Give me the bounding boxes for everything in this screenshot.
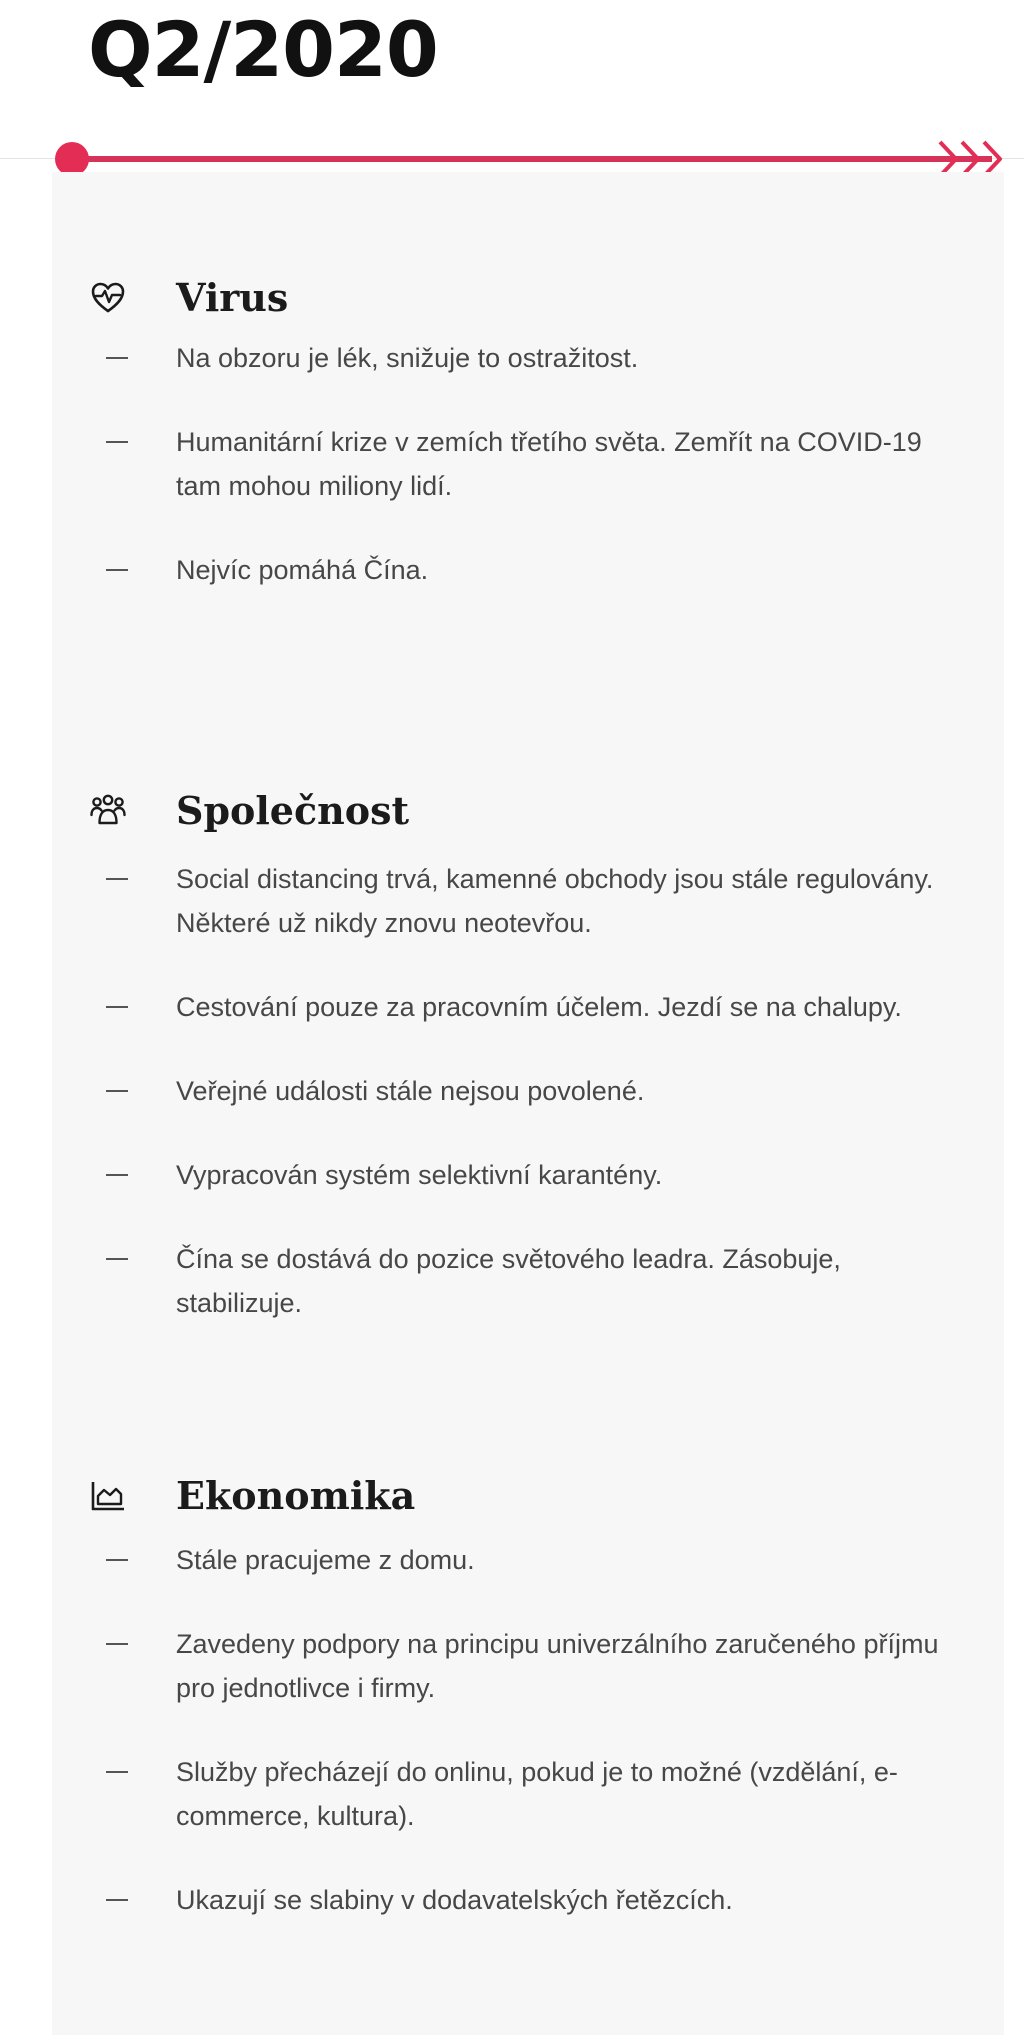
list-item-text: Zavedeny podpory na principu univerzálního zaručeného příjmu pro jednotlivce i firmy.: [176, 1629, 939, 1703]
dash-icon: [106, 1899, 128, 1901]
bullet-list: [90, 336, 970, 592]
dash-icon: [106, 1771, 128, 1773]
section-title: Virus: [176, 275, 289, 320]
list-item: [90, 420, 970, 508]
section-header: [90, 1466, 970, 1526]
section-title: Ekonomika: [176, 1473, 416, 1518]
list-item-text: Služby přecházejí do onlinu, pokud je to možné (vzdělání, e-commerce, kultura).: [176, 1757, 898, 1831]
section-spolecnost: [90, 781, 970, 1325]
list-item-text: Vypracován systém selektivní karantény.: [176, 1160, 663, 1190]
bullet-list: [90, 1538, 970, 1922]
dash-icon: [106, 357, 128, 359]
list-item-text: Čína se dostává do pozice světového leadra. Zásobuje, stabilizuje.: [176, 1244, 841, 1318]
dash-icon: [106, 441, 128, 443]
timeline-dot: [55, 142, 89, 176]
list-item: [90, 985, 970, 1029]
list-item: [90, 1538, 970, 1582]
list-item-text: Humanitární krize v zemích třetího světa. Zemřít na COVID-19 tam mohou miliony lidí.: [176, 427, 922, 501]
list-item-text: Nejvíc pomáhá Čína.: [176, 555, 429, 585]
heart-pulse-icon: [90, 280, 126, 316]
list-item: [90, 1878, 970, 1922]
list-item: [90, 548, 970, 592]
dash-icon: [106, 1174, 128, 1176]
list-item: [90, 336, 970, 380]
bullet-list: [90, 857, 970, 1325]
list-item: [90, 857, 970, 945]
dash-icon: [106, 1559, 128, 1561]
section-header: [90, 781, 970, 841]
dash-icon: [106, 1006, 128, 1008]
list-item-text: Stále pracujeme z domu.: [176, 1545, 475, 1575]
section-header: [90, 268, 970, 328]
list-item-text: Ukazují se slabiny v dodavatelských řetězcích.: [176, 1885, 733, 1915]
section-ekonomika: [90, 1466, 970, 1922]
list-item: [90, 1153, 970, 1197]
list-item-text: Cestování pouze za pracovním účelem. Jezdí se na chalupy.: [176, 992, 902, 1022]
dash-icon: [106, 1258, 128, 1260]
people-group-icon: [90, 793, 126, 829]
list-item: [90, 1622, 970, 1710]
timeline-bar: [72, 156, 992, 162]
list-item: [90, 1069, 970, 1113]
list-item-text: Social distancing trvá, kamenné obchody jsou stále regulovány. Některé už nikdy znovu neotevřou.: [176, 864, 934, 938]
list-item-text: Veřejné události stále nejsou povolené.: [176, 1076, 645, 1106]
dash-icon: [106, 1643, 128, 1645]
list-item-text: Na obzoru je lék, snižuje to ostražitost.: [176, 343, 639, 373]
area-chart-icon: [90, 1478, 126, 1514]
list-item: [90, 1237, 970, 1325]
dash-icon: [106, 878, 128, 880]
section-title: Společnost: [176, 788, 410, 833]
dash-icon: [106, 1090, 128, 1092]
quarter-title: Q2/2020: [88, 5, 438, 94]
list-item: [90, 1750, 970, 1838]
section-virus: [90, 268, 970, 592]
dash-icon: [106, 569, 128, 571]
